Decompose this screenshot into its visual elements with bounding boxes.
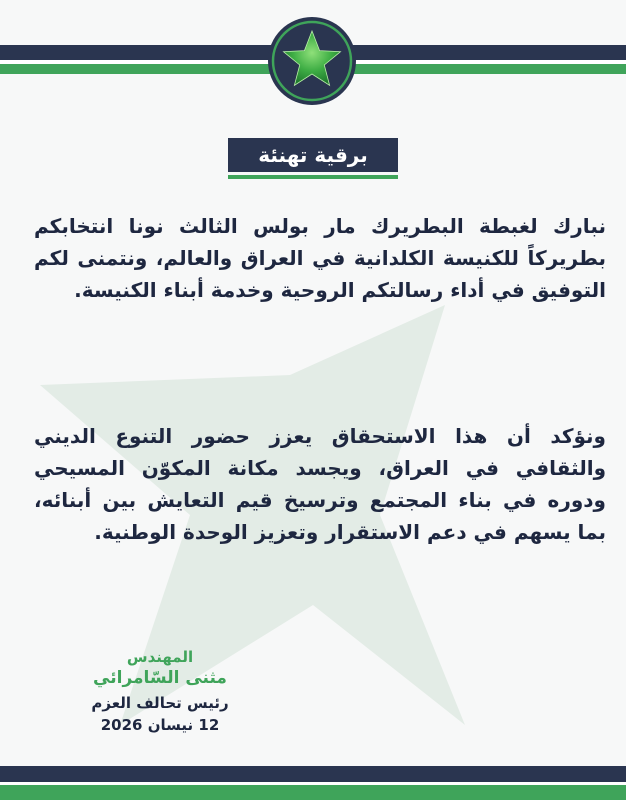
signature-name: مثنى السّامرائي xyxy=(93,668,227,688)
green-star-emblem-icon xyxy=(266,15,358,107)
body-paragraph-1: نبارك لغبطة البطريرك مار بولس الثالث نونا انتخابكم بطريركاً للكنيسة الكلدانية في العراق والعالم، ونتمنى لكم التوفيق في أداء رسالتكم الروحية وخدمة أبناء الكنيسة. xyxy=(34,214,606,302)
title-underline xyxy=(228,175,398,179)
page-title: برقية تهنئة xyxy=(228,138,398,172)
body-paragraph-2: ونؤكد أن هذا الاستحقاق يعزز حضور التنوع الديني والثقافي في العراق، ويجسد مكانة المكوّن المسيحي ودوره في بناء المجتمع وترسيخ قيم التعايش بين أبنائه، بما يسهم في دعم الاستقرار وتعزيز الوحدة الوطنية. xyxy=(34,424,606,544)
footer-band-green xyxy=(0,785,626,800)
signature-title: المهندس xyxy=(126,648,194,666)
signature-role: رئيس تحالف العزم xyxy=(91,694,229,712)
title-banner xyxy=(228,138,398,180)
signature-date: 12 نيسان 2026 xyxy=(100,716,220,734)
footer-band-navy xyxy=(0,766,626,782)
